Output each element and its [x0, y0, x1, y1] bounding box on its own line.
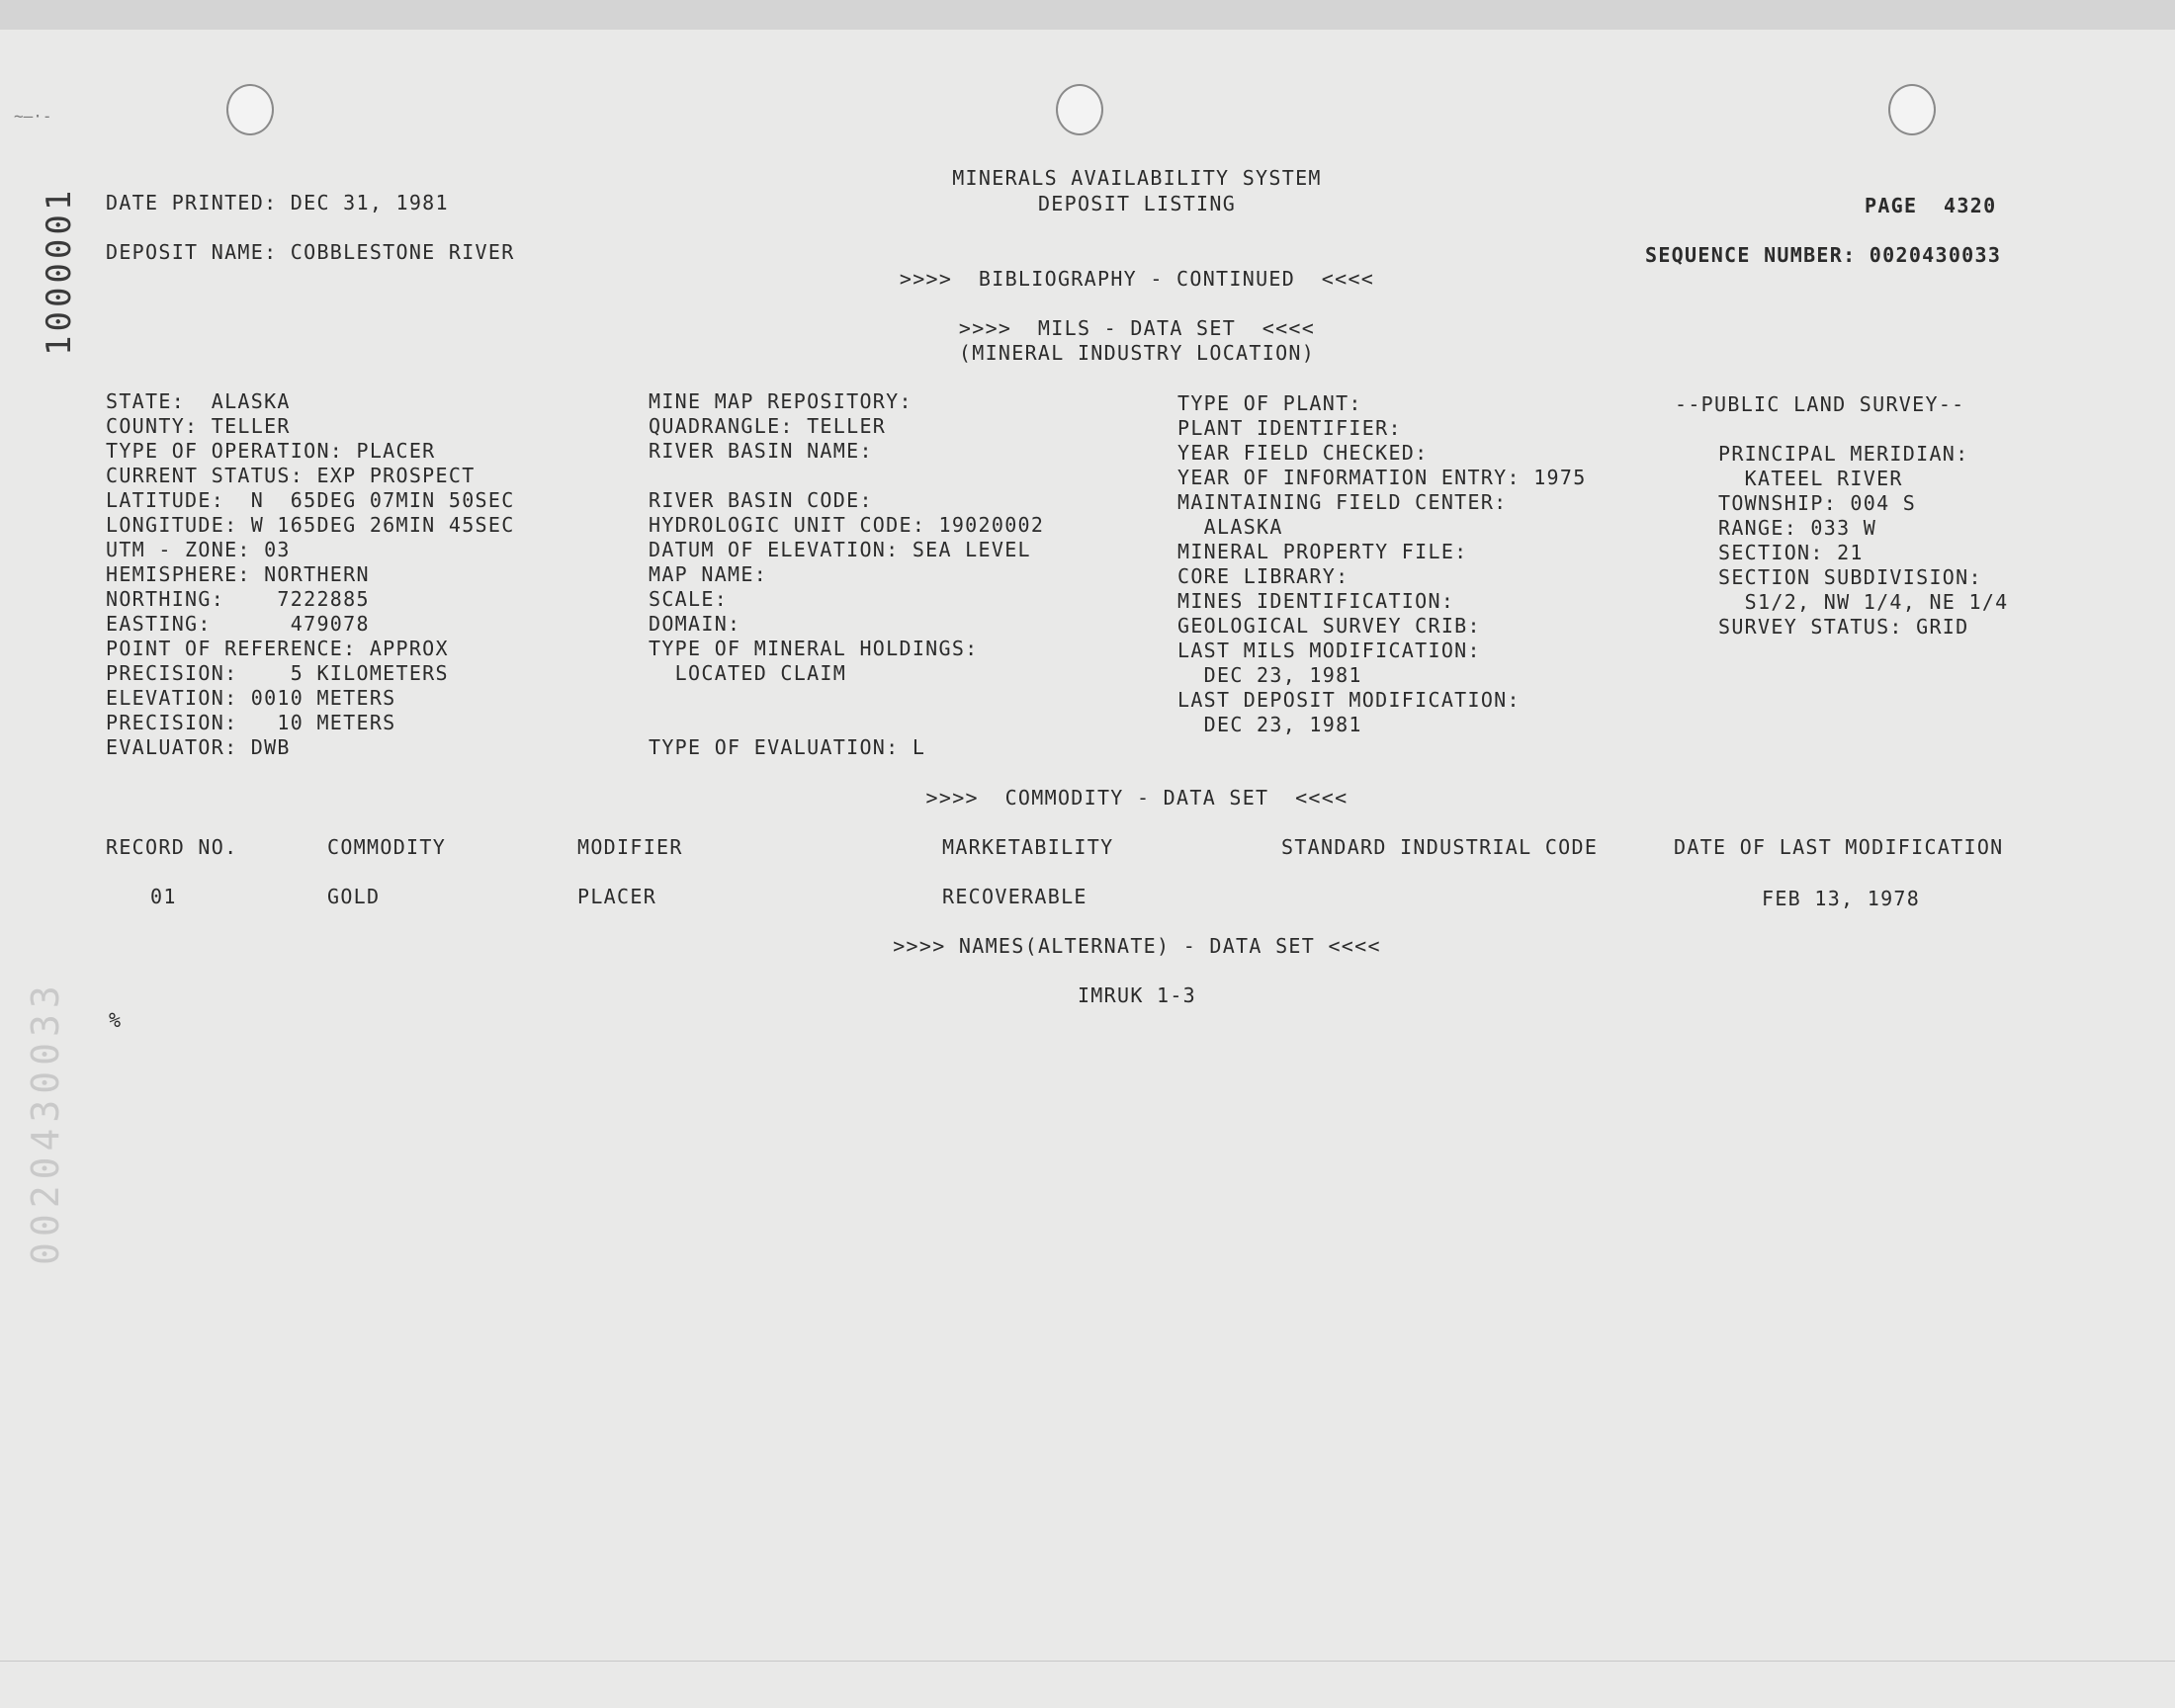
field-line: KATEEL RIVER: [1718, 467, 1903, 490]
column-header: STANDARD INDUSTRIAL CODE: [1281, 835, 1599, 859]
field-line: MINES IDENTIFICATION:: [1177, 589, 1455, 613]
punch-hole: [226, 84, 274, 135]
field-line: EVALUATOR: DWB: [106, 735, 291, 759]
field-line: LOCATED CLAIM: [649, 661, 847, 685]
margin-stamp: 1000001: [40, 186, 79, 356]
field-line: LATITUDE: N 65DEG 07MIN 50SEC: [106, 488, 515, 512]
field-line: --PUBLIC LAND SURVEY--: [1675, 392, 1965, 416]
field-line: RANGE: 033 W: [1718, 516, 1877, 540]
field-line: EASTING: 479078: [106, 612, 370, 636]
field-line: RIVER BASIN CODE:: [649, 488, 873, 512]
field-line: POINT OF REFERENCE: APPROX: [106, 637, 449, 660]
field-line: TYPE OF OPERATION: PLACER: [106, 439, 436, 463]
field-line: TOWNSHIP: 004 S: [1718, 491, 1917, 515]
field-line: TYPE OF MINERAL HOLDINGS:: [649, 637, 979, 660]
field-line: LONGITUDE: W 165DEG 26MIN 45SEC: [106, 513, 515, 537]
field-line: QUADRANGLE: TELLER: [649, 414, 887, 438]
page-edge-line: [0, 1661, 2175, 1662]
field-line: S1/2, NW 1/4, NE 1/4: [1718, 590, 2009, 614]
field-line: MINE MAP REPOSITORY:: [649, 389, 913, 413]
field-line: GEOLOGICAL SURVEY CRIB:: [1177, 614, 1481, 638]
system-title: MINERALS AVAILABILITY SYSTEM: [952, 166, 1322, 190]
field-line: DOMAIN:: [649, 612, 741, 636]
field-line: SECTION: 21: [1718, 541, 1864, 564]
punch-hole: [1888, 84, 1936, 135]
field-line: HYDROLOGIC UNIT CODE: 19020002: [649, 513, 1045, 537]
field-line: DEC 23, 1981: [1177, 663, 1362, 687]
field-line: YEAR OF INFORMATION ENTRY: 1975: [1177, 466, 1587, 489]
field-line: COUNTY: TELLER: [106, 414, 291, 438]
field-line: PRINCIPAL MERIDIAN:: [1718, 442, 1969, 466]
field-line: MINERAL PROPERTY FILE:: [1177, 540, 1468, 563]
field-line: SURVEY STATUS: GRID: [1718, 615, 1969, 639]
field-line: TYPE OF PLANT:: [1177, 391, 1362, 415]
table-cell: PLACER: [577, 885, 657, 908]
field-line: LAST DEPOSIT MODIFICATION:: [1177, 688, 1521, 712]
field-line: LAST MILS MODIFICATION:: [1177, 639, 1481, 662]
field-line: SCALE:: [649, 587, 729, 611]
field-line: MAP NAME:: [649, 562, 768, 586]
margin-scribble: ~—·-: [14, 107, 52, 126]
table-cell: 01: [150, 885, 177, 908]
page-number: PAGE 4320: [1865, 194, 1997, 217]
mils-heading: >>>> MILS - DATA SET <<<<: [958, 316, 1316, 340]
field-line: DEC 23, 1981: [1177, 713, 1362, 736]
punch-hole: [1056, 84, 1103, 135]
field-line: ALASKA: [1177, 515, 1283, 539]
field-line: STATE: ALASKA: [106, 389, 291, 413]
column-header: RECORD NO.: [106, 835, 238, 859]
alternate-name: IMRUK 1-3: [1077, 983, 1197, 1007]
commodity-heading: >>>> COMMODITY - DATA SET <<<<: [925, 786, 1348, 810]
column-header: DATE OF LAST MODIFICATION: [1674, 835, 2004, 859]
field-line: RIVER BASIN NAME:: [649, 439, 873, 463]
column-header: MODIFIER: [577, 835, 683, 859]
bibliography-heading: >>>> BIBLIOGRAPHY - CONTINUED <<<<: [899, 267, 1375, 291]
field-line: MAINTAINING FIELD CENTER:: [1177, 490, 1508, 514]
footer-mark: %: [109, 1008, 123, 1032]
column-header: COMMODITY: [327, 835, 447, 859]
column-header: MARKETABILITY: [942, 835, 1114, 859]
date-printed: DATE PRINTED: DEC 31, 1981: [106, 191, 449, 214]
field-line: UTM - ZONE: 03: [106, 538, 291, 561]
field-line: ELEVATION: 0010 METERS: [106, 686, 396, 710]
field-line: HEMISPHERE: NORTHERN: [106, 562, 370, 586]
field-line: PRECISION: 10 METERS: [106, 711, 396, 734]
table-cell: GOLD: [327, 885, 381, 908]
field-line: PLANT IDENTIFIER:: [1177, 416, 1402, 440]
field-line: CORE LIBRARY:: [1177, 564, 1349, 588]
field-line: DATUM OF ELEVATION: SEA LEVEL: [649, 538, 1031, 561]
table-cell: RECOVERABLE: [942, 885, 1088, 908]
field-line: CURRENT STATUS: EXP PROSPECT: [106, 464, 476, 487]
field-line: TYPE OF EVALUATION: L: [649, 735, 926, 759]
table-cell: FEB 13, 1978: [1762, 887, 1921, 910]
field-line: SECTION SUBDIVISION:: [1718, 565, 1982, 589]
sequence-number: SEQUENCE NUMBER: 0020430033: [1645, 243, 2002, 267]
field-line: PRECISION: 5 KILOMETERS: [106, 661, 449, 685]
faded-margin-stamp: 0020430033: [24, 980, 67, 1265]
names-heading: >>>> NAMES(ALTERNATE) - DATA SET <<<<: [893, 934, 1381, 958]
field-line: NORTHING: 7222885: [106, 587, 370, 611]
field-line: YEAR FIELD CHECKED:: [1177, 441, 1429, 465]
listing-title: DEPOSIT LISTING: [1037, 192, 1237, 215]
mils-subheading: (MINERAL INDUSTRY LOCATION): [958, 341, 1316, 365]
deposit-name: DEPOSIT NAME: COBBLESTONE RIVER: [106, 240, 515, 264]
